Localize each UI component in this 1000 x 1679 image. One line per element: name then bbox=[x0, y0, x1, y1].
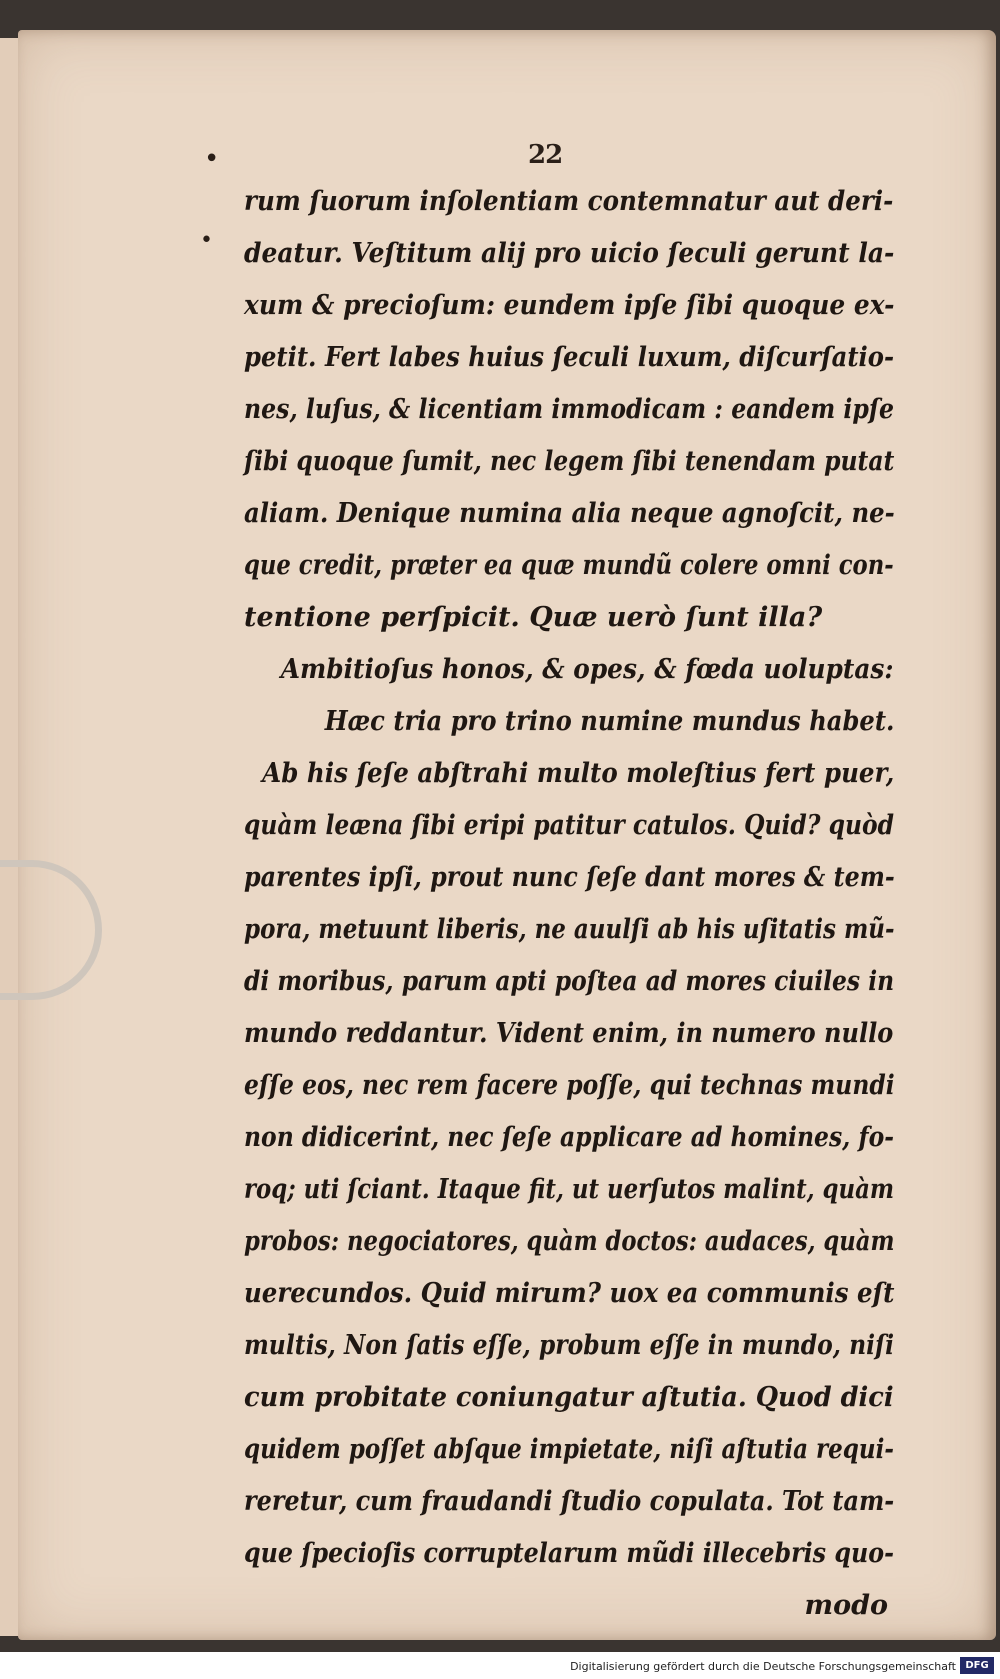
text-line: nes, luſus, & licentiam immodicam : eandem ipſe bbox=[244, 394, 895, 425]
text-line: roq; uti ſciant. Itaque fit, ut uerſutos malint, quàm bbox=[244, 1174, 895, 1205]
text-line: xum & precioſum: eundem ipſe ſibi quoque ex- bbox=[244, 290, 895, 321]
text-line: quidem poſſet abſque impietate, niſi aſtutia requi- bbox=[244, 1434, 894, 1465]
text-line: non didicerint, nec ſeſe applicare ad homines, fo- bbox=[244, 1122, 894, 1153]
text-line: rum ſuorum inſolentiam contemnatur aut deri- bbox=[244, 186, 894, 217]
text-line: tentione perſpicit. Quæ uerò ſunt illa? bbox=[244, 602, 823, 633]
footer-credit: Digitalisierung gefördert durch die Deutsche Forschungsgemeinschaft bbox=[570, 1660, 956, 1673]
text-line: quàm leæna ſibi eripi patitur catulos. Quid? quòd bbox=[244, 810, 895, 841]
text-line: ſibi quoque ſumit, nec legem ſibi tenendam putat bbox=[244, 446, 895, 477]
text-line: deatur. Veſtitum alij pro uicio ſeculi gerunt la- bbox=[244, 238, 895, 269]
body-text bbox=[244, 176, 894, 1632]
margin-mark: • bbox=[204, 144, 220, 174]
verse-line: Hæc tria pro trino numine mundus habet. bbox=[324, 706, 895, 737]
page-number: 22 bbox=[528, 140, 563, 170]
dfg-logo: DFG bbox=[960, 1657, 994, 1674]
text-line: multis, Non ſatis eſſe, probum eſſe in mundo, niſi bbox=[244, 1330, 895, 1361]
verse-line: Ambitioſus honos, & opes, & fœda uoluptas: bbox=[280, 654, 894, 685]
text-line: cum probitate coniungatur aſtutia. Quod dici bbox=[244, 1382, 894, 1413]
text-line: probos: negociatores, quàm doctos: audaces, quàm bbox=[244, 1226, 895, 1257]
text-line: eſſe eos, nec rem facere poſſe, qui technas mundi bbox=[244, 1070, 895, 1101]
text-line: que credit, præter ea quæ mundũ colere omni con- bbox=[244, 550, 894, 581]
text-line: parentes ipſi, prout nunc ſeſe dant mores & tem- bbox=[244, 862, 895, 893]
text-line: di moribus, parum apti poſtea ad mores ciuiles in bbox=[244, 966, 895, 997]
text-line: que ſpecioſis corruptelarum mũdi illecebris quo- bbox=[244, 1538, 894, 1569]
text-line: petit. Fert labes huius ſeculi luxum, diſcurſatio- bbox=[244, 342, 895, 373]
text-line: Ab his ſeſe abſtrahi multo moleſtius fert puer, bbox=[262, 758, 895, 789]
margin-mark: • bbox=[200, 228, 213, 253]
catchword: modo bbox=[804, 1590, 888, 1621]
text-line: pora, metuunt liberis, ne auulſi ab his uſitatis mũ- bbox=[244, 914, 895, 945]
text-line: uerecundos. Quid mirum? uox ea communis eſt bbox=[244, 1278, 895, 1309]
text-line: reretur, cum fraudandi ſtudio copulata. Tot tam- bbox=[244, 1486, 895, 1517]
text-line: mundo reddantur. Vident enim, in numero nullo bbox=[244, 1018, 894, 1049]
text-line: aliam. Denique numina alia neque agnoſcit, ne- bbox=[244, 498, 895, 529]
